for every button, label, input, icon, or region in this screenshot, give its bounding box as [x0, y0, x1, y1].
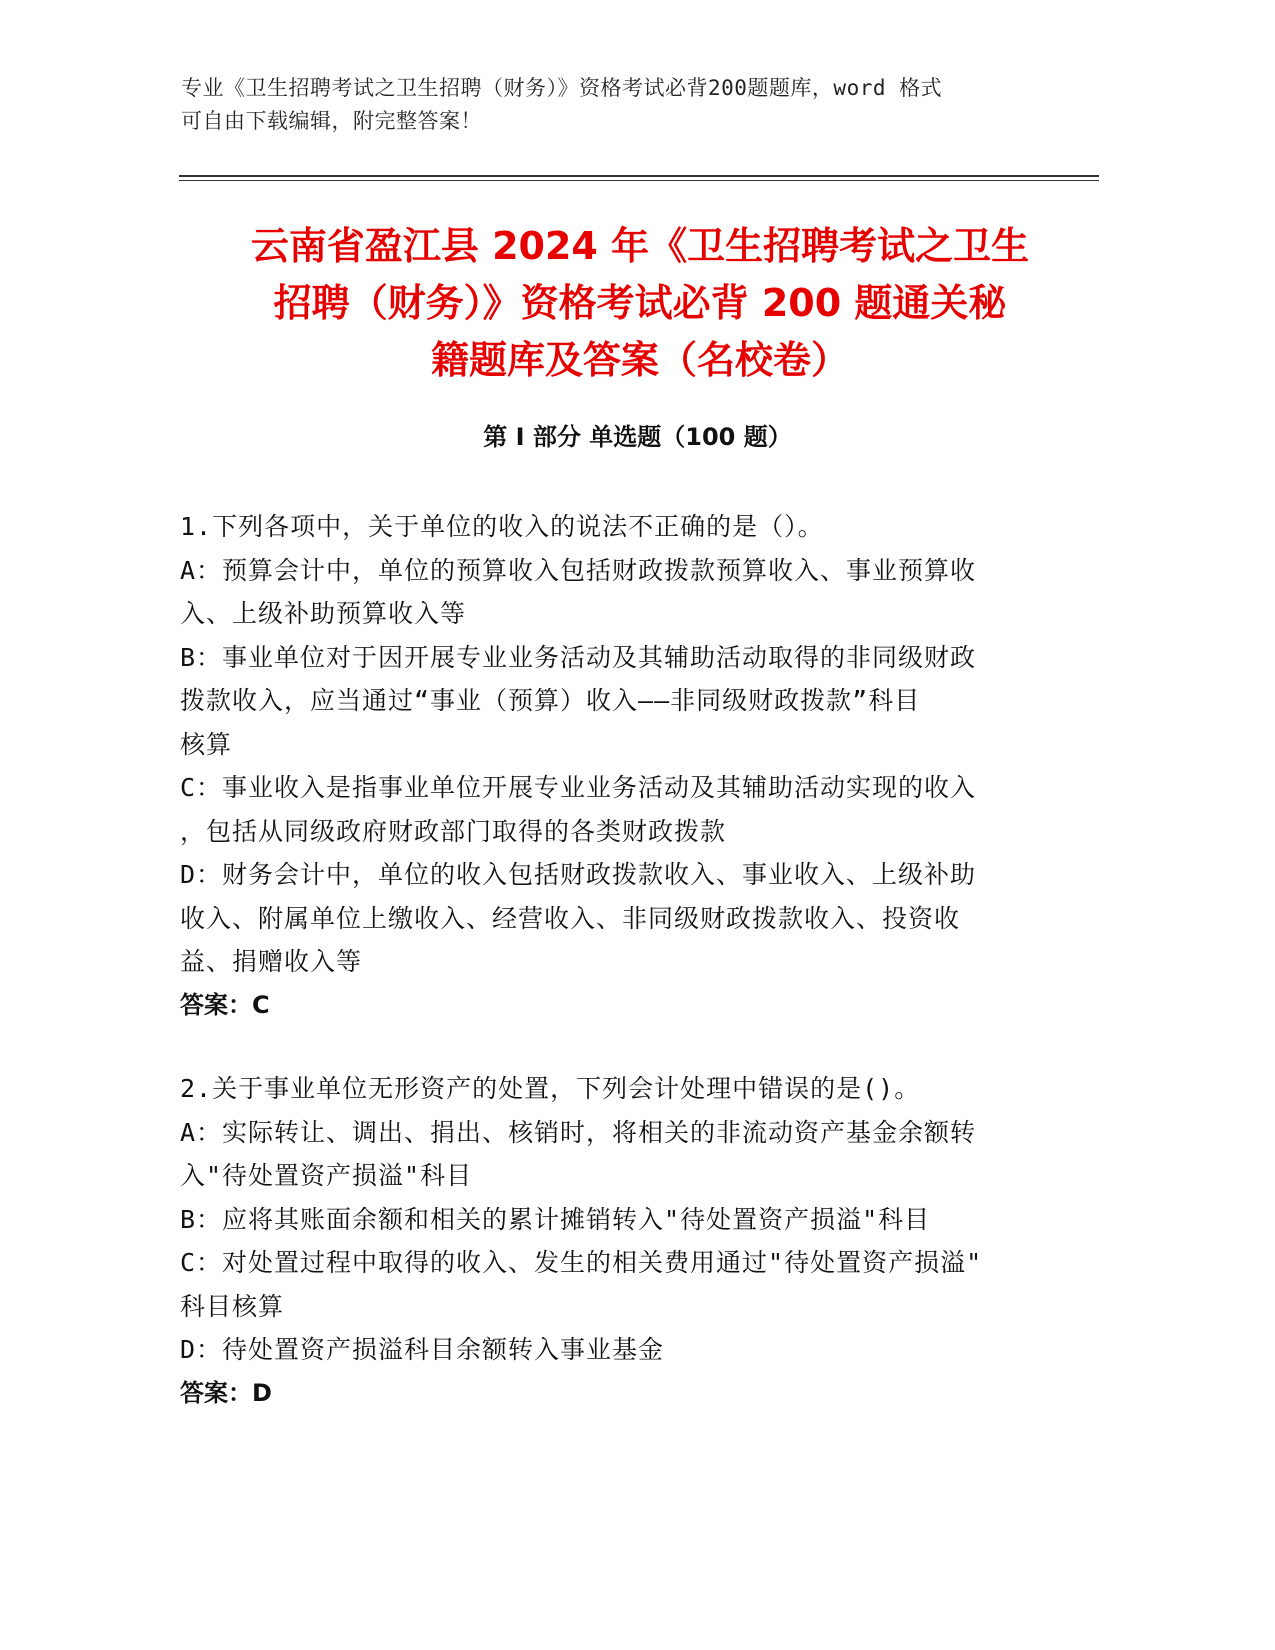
option-d-cont: 收入、附属单位上缴收入、经营收入、非同级财政拨款收入、投资收: [180, 903, 961, 933]
option-b-cont: 拨款收入，应当通过“事业（预算）收入——非同级财政拨款”科目: [180, 686, 921, 715]
answer-label: 答案：C: [180, 990, 270, 1019]
question-list: [180, 505, 1040, 1455]
option-d-cont: 益、捐赠收入等: [180, 947, 363, 976]
section-heading: 第 I 部分 单选题（100 题）: [483, 423, 792, 451]
document-title-line: 籍题库及答案（名校卷）: [430, 338, 849, 382]
option-d: D：待处置资产损溢科目余额转入事业基金: [180, 1335, 665, 1364]
header-note: [181, 72, 1041, 138]
document-title-line: 招聘（财务）》资格考试必背 200 题通关秘: [273, 281, 1007, 325]
option-c: C：事业收入是指事业单位开展专业业务活动及其辅助活动实现的收入: [180, 773, 977, 802]
option-a: A：预算会计中，单位的预算收入包括财政拨款预算收入、事业预算收: [180, 555, 977, 585]
option-a: A：实际转让、调出、捐出、核销时，将相关的非流动资产基金余额转: [180, 1117, 977, 1147]
header-divider: [179, 175, 1099, 177]
option-b: B：事业单位对于因开展专业业务活动及其辅助活动取得的非同级财政: [180, 642, 977, 672]
document-title: [140, 218, 1140, 389]
question-item: [180, 505, 1040, 1027]
option-b-cont: 核算: [180, 729, 233, 759]
option-c: C：对处置过程中取得的收入、发生的相关费用通过"待处置资产损溢": [180, 1248, 983, 1277]
option-a-cont: 入"待处置资产损溢"科目: [180, 1161, 473, 1190]
option-c-cont: 科目核算: [180, 1291, 285, 1321]
question-stem: 1.下列各项中，关于单位的收入的说法不正确的是（）。: [180, 512, 824, 541]
document-title-line: 云南省盈江县 2024 年《卫生招聘考试之卫生: [250, 224, 1030, 268]
header-divider-thin: [179, 180, 1099, 181]
option-a-cont: 入、上级补助预算收入等: [180, 599, 467, 628]
answer-label: 答案：D: [180, 1378, 272, 1407]
header-note-line: 可自由下载编辑，附完整答案！: [181, 109, 482, 133]
header-note-line: 专业《卫生招聘考试之卫生招聘（财务）》资格考试必背200题题库，word 格式: [181, 76, 943, 100]
option-d: D：财务会计中，单位的收入包括财政拨款收入、事业收入、上级补助: [180, 860, 977, 889]
option-c-cont: ，包括从同级政府财政部门取得的各类财政拨款: [180, 816, 727, 846]
option-b: B：应将其账面余额和相关的累计摊销转入"待处置资产损溢"科目: [180, 1204, 931, 1234]
question-stem: 2.关于事业单位无形资产的处置，下列会计处理中错误的是()。: [180, 1074, 921, 1103]
question-item: [180, 1067, 1040, 1415]
